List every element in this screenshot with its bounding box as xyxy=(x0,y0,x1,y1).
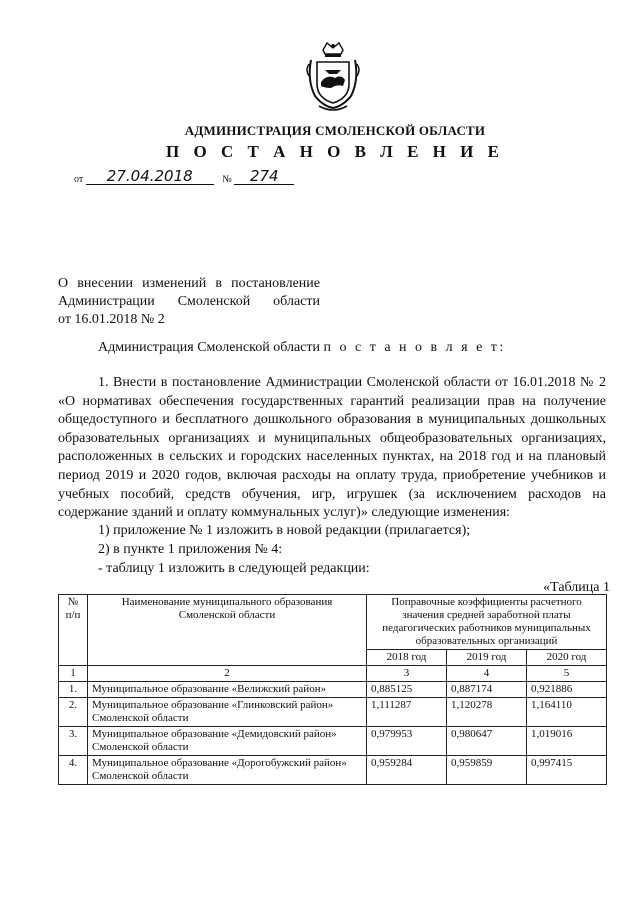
row-number: 3. xyxy=(59,727,88,756)
number-label: № xyxy=(222,174,232,185)
header-name: Наименование муниципального образования Смоленской области xyxy=(88,595,367,666)
date-number-line xyxy=(74,168,294,185)
column-index: 5 xyxy=(527,666,607,682)
list-item: 1) приложение № 1 изложить в новой редакции (прилагается); xyxy=(98,523,471,538)
subject-line: Администрации Смоленской области xyxy=(58,294,320,309)
resolves-text: п о с т а н о в л я е т: xyxy=(323,340,506,355)
row-value-2019: 0,980647 xyxy=(447,727,527,756)
handwritten-number: 274 xyxy=(234,168,294,185)
year-header: 2018 год xyxy=(367,650,447,666)
column-index: 3 xyxy=(367,666,447,682)
year-header: 2020 год xyxy=(527,650,607,666)
row-name: Муниципальное образование «Дорогобужский район» Смоленской области xyxy=(88,756,367,785)
row-number: 4. xyxy=(59,756,88,785)
handwritten-date: 27.04.2018 xyxy=(86,168,214,185)
column-index: 2 xyxy=(88,666,367,682)
row-value-2018: 0,959284 xyxy=(367,756,447,785)
column-index: 1 xyxy=(59,666,88,682)
intro-text: Администрация Смоленской области xyxy=(98,340,324,355)
row-value-2019: 1,120278 xyxy=(447,698,527,727)
row-value-2020: 1,019016 xyxy=(527,727,607,756)
resolution-intro xyxy=(98,340,506,356)
paragraph-1: 1. Внести в постановление Администрации Смоленской области от 16.01.2018 № 2 «О нормативах обеспечения государственных гарантий реализации прав на получение общедоступного и бесплатного дошкольного образования в муниципальных дошкольных образовательных организациях и муниципальных общеобразовательных организациях, расположенных в сельских и городских населенных пунктах, на 2018 год и на плановый период 2019 и 2020 годов, включая расходы на оплату труда, приобретение учебников и учебных пособий, средств обучения, игр, игрушек (за исключением расходов на содержание зданий и оплату коммунальных услуг)» следующие изменения: xyxy=(58,375,606,521)
list-item: 2) в пункте 1 приложения № 4: xyxy=(98,542,283,557)
row-value-2018: 1,111287 xyxy=(367,698,447,727)
row-name: Муниципальное образование «Велижский район» xyxy=(88,682,367,698)
date-label: от xyxy=(74,174,84,185)
table-caption: «Таблица 1 xyxy=(543,580,610,595)
row-number: 1. xyxy=(59,682,88,698)
row-name: Муниципальное образование «Глинковский район» Смоленской области xyxy=(88,698,367,727)
subject-line: О внесении изменений в постановление xyxy=(58,276,320,291)
row-name: Муниципальное образование «Демидовский район» Смоленской области xyxy=(88,727,367,756)
row-value-2018: 0,885125 xyxy=(367,682,447,698)
column-index: 4 xyxy=(447,666,527,682)
row-value-2020: 0,921886 xyxy=(527,682,607,698)
coat-of-arms-emblem xyxy=(301,40,365,114)
header-num: № п/п xyxy=(59,595,88,666)
year-header: 2019 год xyxy=(447,650,527,666)
row-value-2020: 1,164110 xyxy=(527,698,607,727)
document-subject xyxy=(58,275,320,329)
table-row xyxy=(59,756,607,785)
organization-title: АДМИНИСТРАЦИЯ СМОЛЕНСКОЙ ОБЛАСТИ xyxy=(184,123,486,138)
subject-line: от 16.01.2018 № 2 xyxy=(58,312,165,327)
document-type-title: П О С Т А Н О В Л Е Н И Е xyxy=(166,142,504,161)
list-item: - таблицу 1 изложить в следующей редакции: xyxy=(98,561,370,576)
row-value-2019: 0,959859 xyxy=(447,756,527,785)
table-index-row xyxy=(59,666,607,682)
header-coefficients: Поправочные коэффициенты расчетного значения средней заработной платы педагогических работников муниципальных образовательных организаций xyxy=(367,595,607,650)
table-row xyxy=(59,682,607,698)
table-row xyxy=(59,698,607,727)
row-value-2018: 0,979953 xyxy=(367,727,447,756)
row-number: 2. xyxy=(59,698,88,727)
coefficients-table xyxy=(58,594,607,785)
table-row xyxy=(59,727,607,756)
row-value-2020: 0,997415 xyxy=(527,756,607,785)
row-value-2019: 0,887174 xyxy=(447,682,527,698)
table-header-row xyxy=(59,595,607,650)
